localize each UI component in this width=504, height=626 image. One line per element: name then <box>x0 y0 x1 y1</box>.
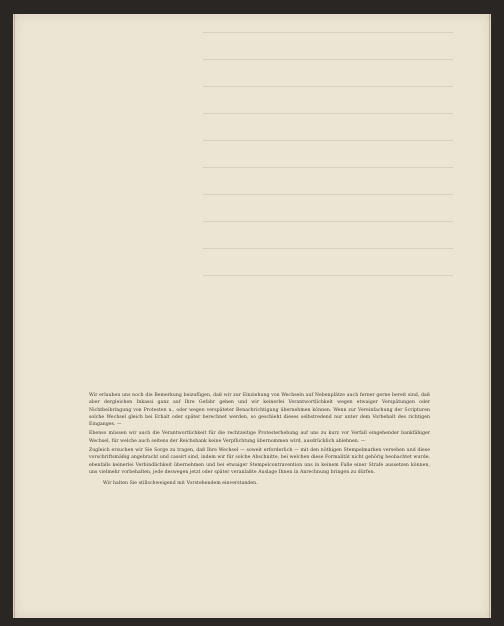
page-edge-right <box>489 14 490 618</box>
letter-body <box>89 392 430 490</box>
paragraph-protest-liability: Ebenso müssen wir auch die Verantwortlichkeit für die rechtzeitige Protesterhebung auf uns zu kurz vor Verfall eingehender bankfähiger Wechsel, für welche auch seitens der Reichsbank keine Verpflichtung übernommen wird, ausdrücklich ablehnen. — <box>89 431 430 444</box>
viewer-edge <box>496 0 504 626</box>
paragraph-stamp-duty: Zugleich ersuchen wir Sie Sorge zu tragen, daß Ihre Wechsel — soweit erforderlich — mit den nöthigen Stempelmarken versehen und diese vorschriftsmäßig angebracht und cassirt sind, indem wir für solche Abschnitte, bei welchen diese Formalität nicht gehörig beobachtet wurde, ebenfalls keinerlei Verbindlichkeit übernehmen und bei etwaiger Stempelcontravention uns in keinem Falle einer Strafe aussetzen können, uns vielmehr vorbehalten, jede deswegen jetzt oder später veranlaßte Auslage Ihnen in Anrechnung bringen zu dürfen. <box>89 448 430 475</box>
page-edge-left <box>14 14 15 618</box>
paragraph-collection-notice: Wir erlauben uns noch die Bemerkung beizufügen, daß wir zur Einziehung von Wechseln auf Nebenplätze auch ferner gerne bereit sind, daß aber dergleichen Inkassi ganz auf Ihre Gefahr gehen und wir keinerlei Verantwortlichkeit wegen etwaiger Verspätungen oder Nichtbeibringung von Protesten u., oder wegen verspäteter Benachrichtigung übernehmen können. Wenn zur Vereinfachung der Scripturen solche Wechsel gleich bei Erhalt oder später berechnet werden, so geschieht dieses selbstredend nur unter dem Vorbehalt des richtigen Einganges. — <box>89 393 430 428</box>
show-through-lines <box>203 32 453 332</box>
letter-page <box>13 14 491 618</box>
closing-line: Wir halten Sie stillschweigend mit Vorstehendem einverstanden. <box>103 481 258 487</box>
